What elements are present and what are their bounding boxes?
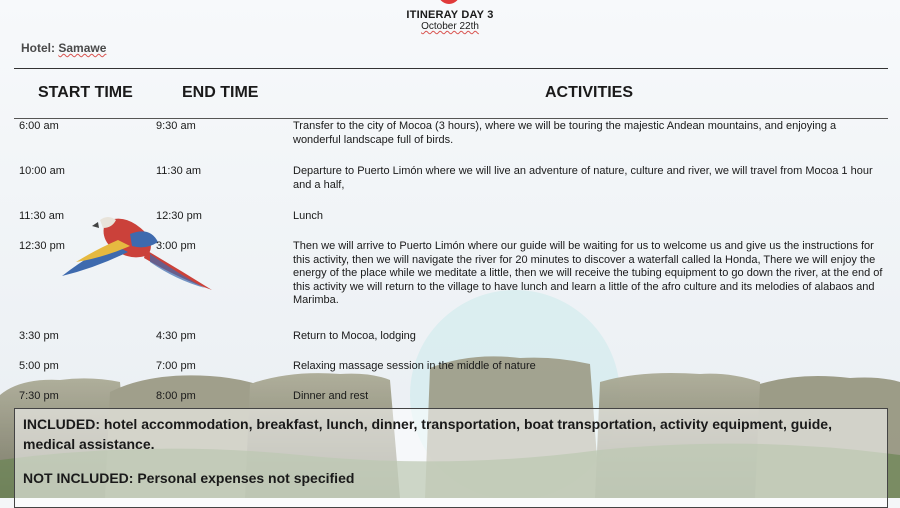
row-start-time: 11:30 am bbox=[19, 210, 65, 222]
row-end-time: 11:30 am bbox=[156, 165, 202, 177]
included-text: INCLUDED: hotel accommodation, breakfast, lunch, dinner, transportation, boat transportation, activity equipment, guide, medical assistance. bbox=[23, 416, 832, 452]
row-activity: Then we will arrive to Puerto Limón where our guide will be waiting for us to welcome us and give us the instructions for this activity, then we will navigate the river for 20 minutes to discover a waterfall called la Honda, There we will enjoy the energy of the place while we meditate a little, then we will receive the tubing equipment to go down the river, at the end of this activity we will return to the village to have lunch and learn a little of the afro culture and its melodies of alabaos and Marimba. bbox=[293, 240, 883, 306]
hotel-name: Samawe bbox=[58, 41, 107, 55]
column-header-start: START TIME bbox=[38, 84, 133, 101]
red-dot-decoration bbox=[438, 0, 460, 4]
row-end-time: 3:00 pm bbox=[156, 240, 196, 252]
hotel-line bbox=[21, 41, 106, 55]
row-activity: Return to Mocoa, lodging bbox=[293, 330, 416, 342]
row-start-time: 7:30 pm bbox=[19, 390, 59, 402]
row-end-time: 7:00 pm bbox=[156, 360, 196, 372]
row-start-time: 12:30 pm bbox=[19, 240, 65, 252]
row-activity: Relaxing massage session in the middle of nature bbox=[293, 360, 536, 372]
row-start-time: 3:30 pm bbox=[19, 330, 59, 342]
date-text: October 22th bbox=[421, 21, 479, 32]
row-activity: Dinner and rest bbox=[293, 390, 369, 402]
not-included-text: NOT INCLUDED: Personal expenses not specified bbox=[23, 470, 355, 486]
row-end-time: 12:30 pm bbox=[156, 210, 202, 222]
row-start-time: 6:00 am bbox=[19, 120, 59, 132]
page-title: ITINERAY DAY 3 bbox=[406, 9, 494, 21]
column-header-activities: ACTIVITIES bbox=[545, 84, 634, 101]
hotel-label: Hotel: bbox=[21, 41, 59, 55]
row-activity: Departure to Puerto Limón where we will live an adventure of nature, culture and river, we will travel from Mocoa 1 hour and a half, bbox=[293, 165, 873, 191]
row-start-time: 5:00 pm bbox=[19, 360, 59, 372]
row-activity: Lunch bbox=[293, 210, 323, 222]
row-start-time: 10:00 am bbox=[19, 165, 65, 177]
column-header-end: END TIME bbox=[182, 84, 259, 101]
divider-top bbox=[14, 68, 888, 69]
row-activity: Transfer to the city of Mocoa (3 hours), where we will be touring the majestic Andean mountains, and enjoying a wonderful landscape full of birds. bbox=[293, 120, 837, 146]
row-end-time: 9:30 am bbox=[156, 120, 196, 132]
page-date bbox=[360, 21, 540, 32]
divider-header bbox=[14, 118, 888, 119]
spacer bbox=[23, 454, 879, 468]
row-end-time: 8:00 pm bbox=[156, 390, 196, 402]
inclusions-box bbox=[14, 408, 888, 508]
row-end-time: 4:30 pm bbox=[156, 330, 196, 342]
